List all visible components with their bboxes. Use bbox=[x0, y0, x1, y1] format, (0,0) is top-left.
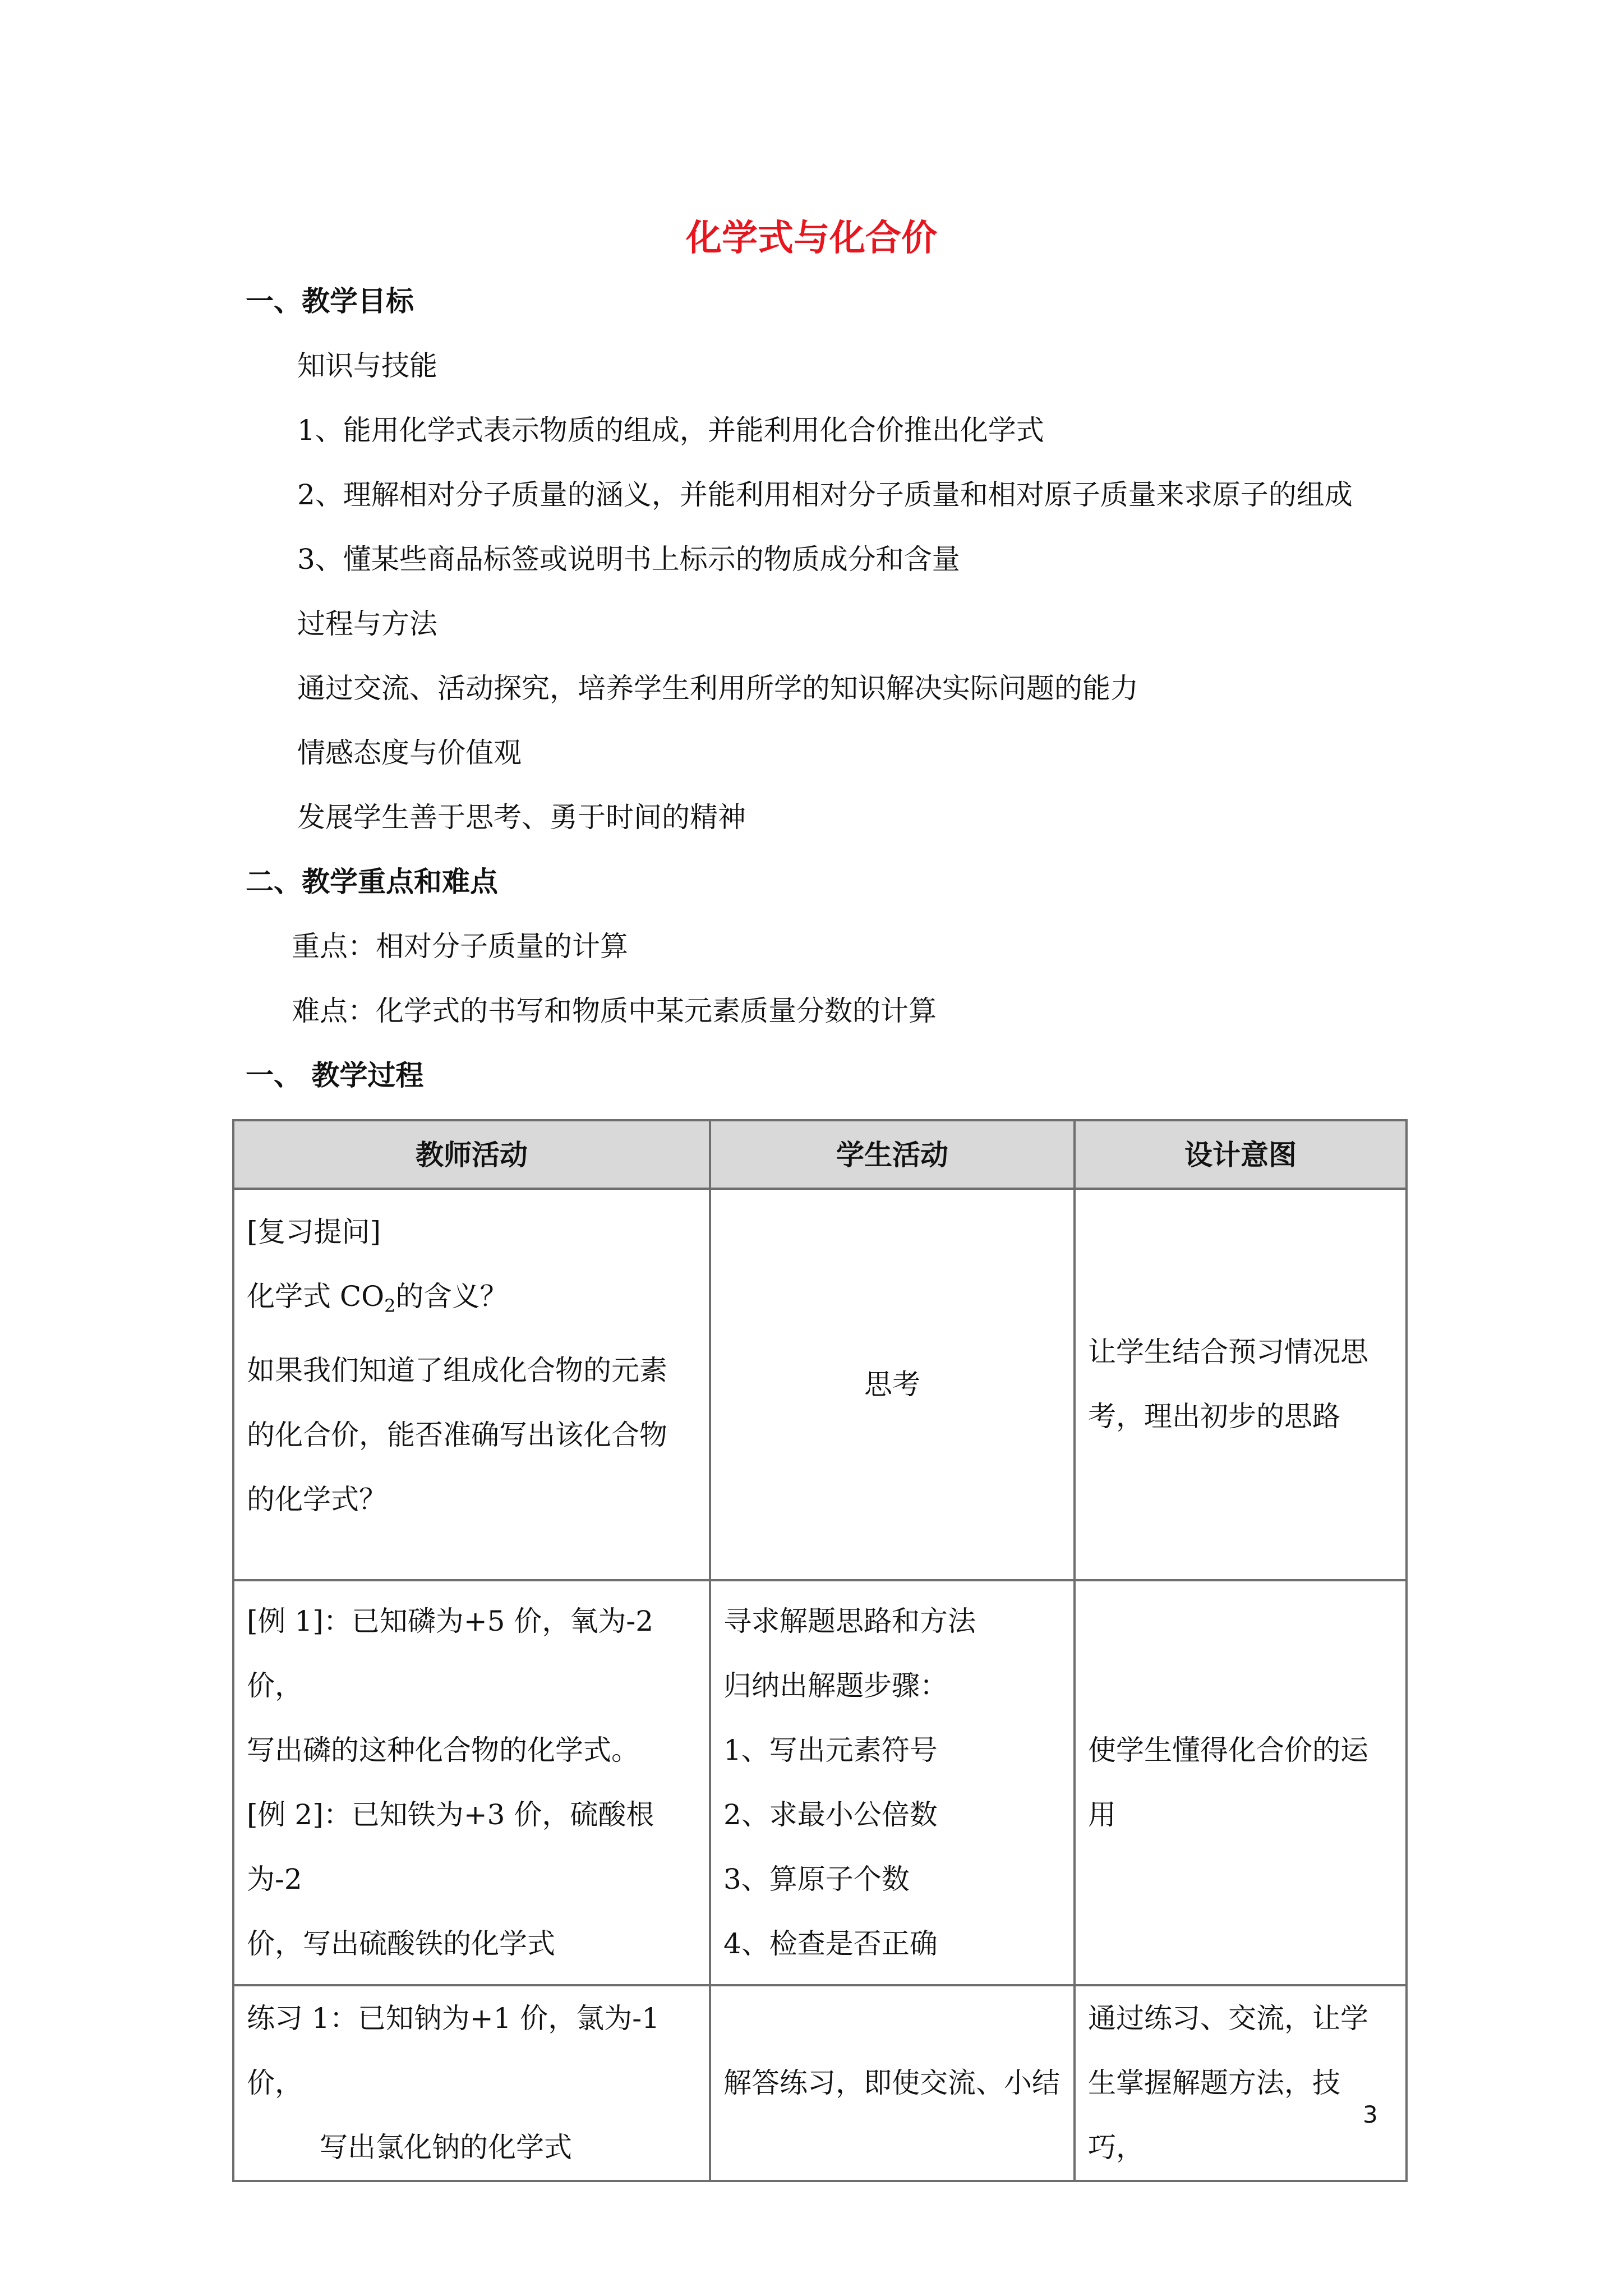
process-label: 过程与方法 bbox=[297, 608, 437, 640]
row3-student-cell: 解答练习，即使交流、小结 bbox=[710, 1985, 1075, 2181]
table-row bbox=[233, 1189, 1407, 1580]
co2-question-prefix: 化学式 CO bbox=[247, 1280, 385, 1313]
row2-intent-cell bbox=[1075, 1580, 1407, 1985]
objective-item-2: 2、理解相对分子质量的涵义，并能利用相对分子质量和相对原子质量来求原子的组成 bbox=[297, 478, 1353, 511]
student-step-line: 4、检查是否正确 bbox=[723, 1927, 938, 1960]
row2-intent-line2: 用 bbox=[1088, 1798, 1116, 1831]
student-step-line: 3、算原子个数 bbox=[723, 1863, 910, 1895]
header-design-intent: 设计意图 bbox=[1075, 1120, 1407, 1189]
co2-question bbox=[247, 1264, 697, 1338]
row1-intent-cell bbox=[1075, 1189, 1407, 1580]
row1-intent-line1: 让学生结合预习情况思 bbox=[1088, 1336, 1368, 1368]
row1-student-cell: 思考 bbox=[710, 1189, 1075, 1580]
co2-subscript: 2 bbox=[384, 1295, 396, 1317]
exercise1-line2: 写出氯化钠的化学式 bbox=[320, 2131, 572, 2164]
section3-heading: 一、 教学过程 bbox=[246, 1059, 424, 1092]
header-teacher-activity: 教师活动 bbox=[233, 1120, 710, 1189]
student-step-line: 归纳出解题步骤： bbox=[723, 1669, 948, 1702]
row1-teacher-cell bbox=[233, 1189, 710, 1580]
knowledge-label: 知识与技能 bbox=[297, 349, 437, 382]
objective-item-3: 3、懂某些商品标签或说明书上标示的物质成分和含量 bbox=[297, 543, 960, 576]
example2-line1: [例 2]：已知铁为+3 价，硫酸根为-2 bbox=[247, 1798, 654, 1895]
co2-question-suffix: 的含义？ bbox=[395, 1280, 508, 1313]
exercise1-line1: 练习 1：已知钠为+1 价，氯为-1 价， bbox=[247, 2002, 660, 2099]
difficulty: 难点：化学式的书写和物质中某元素质量分数的计算 bbox=[292, 995, 937, 1027]
row1-intent-line2: 考，理出初步的思路 bbox=[1088, 1400, 1340, 1433]
row1-teacher-line3: 如果我们知道了组成化合物的元素 bbox=[247, 1354, 667, 1387]
objective-item-1: 1、能用化学式表示物质的组成，并能利用化合价推出化学式 bbox=[297, 414, 1044, 447]
student-step-line: 1、写出元素符号 bbox=[723, 1734, 938, 1766]
page-title: 化学式与化合价 bbox=[686, 217, 937, 259]
review-label: [复习提问] bbox=[247, 1216, 381, 1248]
attitude-text: 发展学生善于思考、勇于时间的精神 bbox=[297, 801, 746, 834]
process-text: 通过交流、活动探究，培养学生利用所学的知识解决实际问题的能力 bbox=[297, 672, 1138, 705]
page-number: 3 bbox=[1363, 2101, 1378, 2128]
section2-heading: 二、教学重点和难点 bbox=[246, 865, 498, 898]
student-step-line: 2、求最小公倍数 bbox=[723, 1798, 938, 1831]
header-student-activity: 学生活动 bbox=[710, 1120, 1075, 1189]
example1-line1: [例 1]：已知磷为+5 价，氧为-2 价， bbox=[247, 1605, 654, 1702]
row1-teacher-line4: 的化合价，能否准确写出该化合物 bbox=[247, 1419, 667, 1451]
row3-intent-line2: 生掌握解题方法，技巧， bbox=[1088, 2067, 1340, 2164]
row3-teacher-cell bbox=[233, 1985, 710, 2181]
table-row bbox=[233, 1985, 1407, 2181]
key-point: 重点：相对分子质量的计算 bbox=[292, 930, 628, 963]
example2-line2: 价，写出硫酸铁的化学式 bbox=[247, 1927, 555, 1960]
row3-intent-cell bbox=[1075, 1985, 1407, 2181]
section1-heading: 一、教学目标 bbox=[246, 284, 414, 318]
row3-intent-line1: 通过练习、交流，让学 bbox=[1088, 2002, 1368, 2035]
row1-teacher-line5: 的化学式？ bbox=[247, 1483, 387, 1516]
row2-student-cell bbox=[710, 1580, 1075, 1985]
student-step-line: 寻求解题思路和方法 bbox=[723, 1605, 976, 1637]
teaching-process-table bbox=[232, 1119, 1408, 2182]
table-row bbox=[233, 1580, 1407, 1985]
row2-intent-line1: 使学生懂得化合价的运 bbox=[1088, 1734, 1368, 1766]
attitude-label: 情感态度与价值观 bbox=[297, 737, 522, 769]
table-header-row bbox=[233, 1120, 1407, 1189]
row2-teacher-cell bbox=[233, 1580, 710, 1985]
example1-line2: 写出磷的这种化合物的化学式。 bbox=[247, 1734, 639, 1766]
